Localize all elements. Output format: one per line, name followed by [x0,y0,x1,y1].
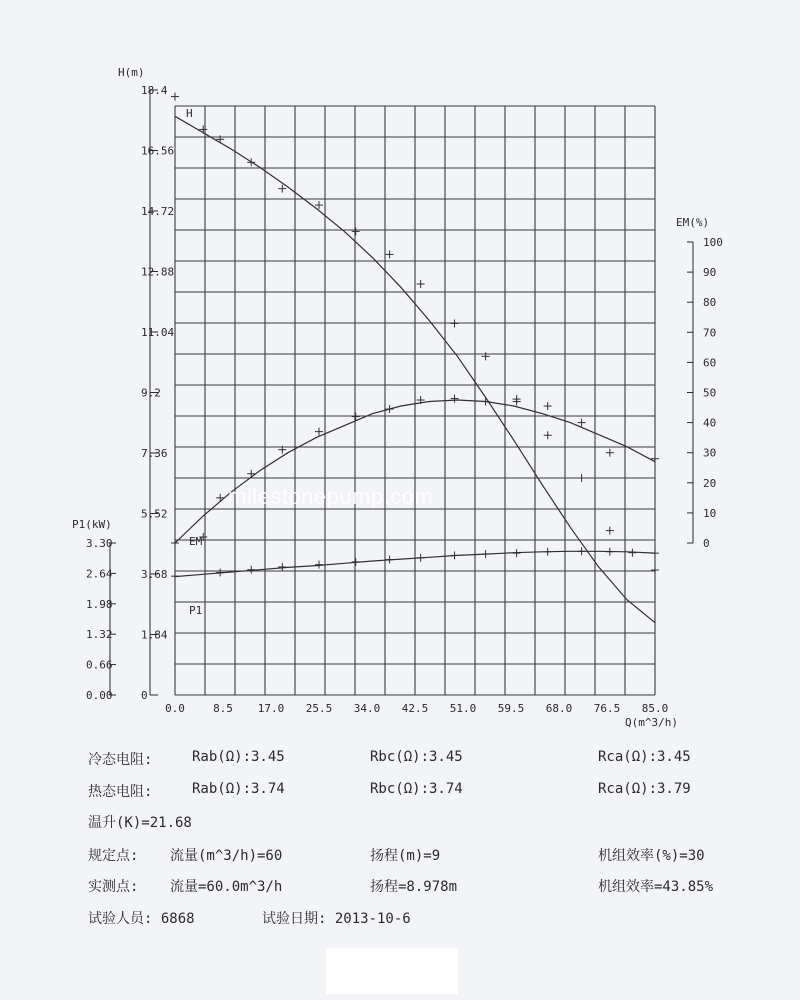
x-axis-tick-label: 76.5 [593,702,621,715]
series-em-point [482,398,490,406]
p1-axis-tick-label: 1.98 [86,597,113,611]
h-axis-tick-label: 3.68 [141,568,168,581]
hot-rca: Rca(Ω):3.79 [598,781,691,797]
rated-point-label: 规定点: [88,848,139,864]
cold-resistance-label: 冷态电阻: [88,752,153,768]
series-p1-point [315,561,323,569]
series-p1-point [417,554,425,562]
em-axis-tick-label: 90 [703,266,717,280]
series-p1-point [513,549,521,557]
series-h-point [352,227,360,235]
p1-axis-tick-label: 1.32 [86,628,113,642]
em-axis-tick-label: 10 [703,506,717,520]
series-h-point [606,527,614,535]
series-p1-point [482,550,490,558]
tester: 试验人员: 6868 [88,911,195,927]
series-h-point [451,319,459,327]
series-p1-label: P1 [189,604,203,617]
series-em-point [651,455,659,463]
measured-point-label: 实测点: [88,879,139,895]
series-h-point [651,566,659,574]
em-axis-tick-label: 40 [703,416,717,430]
series-p1-point [386,556,394,564]
x-axis-tick-label: 25.5 [305,702,333,715]
h-axis-tick-label: 9.2 [141,386,161,400]
p1-axis-label: P1(kW) [72,518,112,531]
x-axis-tick-label: 59.5 [497,702,525,715]
measured-efficiency: 机组效率=43.85% [598,879,714,895]
x-axis-tick-label: 51.0 [449,702,477,715]
rated-head: 扬程(m)=9 [370,848,441,864]
series-h-point [578,474,586,482]
x-axis-tick-label: 17.0 [257,702,285,715]
series-p1-point [578,547,586,555]
hot-resistance-label: 热态电阻: [88,784,153,800]
em-axis-tick-label: 100 [703,236,723,249]
series-p1-point [171,572,179,580]
cold-rca: Rca(Ω):3.45 [598,749,691,765]
hot-rab: Rab(Ω):3.74 [192,781,285,797]
measured-head: 扬程=8.978m [370,879,458,895]
hot-rbc: Rbc(Ω):3.74 [370,781,463,797]
series-p1-point [216,568,224,576]
series-em-point [544,402,552,410]
series-em-point [386,405,394,413]
series-em-point [578,419,586,427]
h-axis-tick-label: 12.88 [141,265,175,279]
series-p1-point [628,549,636,557]
series-h-point [386,250,394,258]
series-em-point [216,494,224,502]
series-em-point [606,449,614,457]
p1-axis-tick-label: 0.00 [86,689,113,702]
measured-flow: 流量=60.0m^3/h [170,879,283,895]
p1-axis-tick-label: 2.64 [86,567,113,581]
series-h-label: H [186,107,193,120]
rated-flow: 流量(m^3/h)=60 [170,848,283,864]
chart-grid [175,106,655,695]
h-axis-tick-label: 16.56 [141,144,175,158]
series-p1-point [352,558,360,566]
x-axis-tick-label: 0.0 [165,702,185,715]
x-axis-tick-label: 8.5 [213,702,233,715]
series-p1-point [247,566,255,574]
series-h-point [417,280,425,288]
h-axis-tick-label: 14.72 [141,205,175,218]
em-axis-tick-label: 20 [703,476,717,490]
p1-axis-tick-label: 0.66 [86,658,113,672]
em-axis-tick-label: 30 [703,446,717,460]
cold-rab: Rab(Ω):3.45 [192,749,285,765]
cold-rbc: Rbc(Ω):3.45 [370,749,463,765]
h-axis-tick-label: 7.36 [141,447,168,460]
test-date: 试验日期: 2013-10-6 [262,911,411,927]
x-axis-tick-label: 34.0 [353,702,381,715]
h-axis-label: H(m) [118,66,145,79]
watermark: milestonepump.com [228,484,434,509]
series-p1-point [451,551,459,559]
series-em-point [451,395,459,403]
white-patch [326,948,458,994]
rated-efficiency: 机组效率(%)=30 [598,848,705,864]
em-axis-label: EM(%) [676,216,710,229]
series-h-point [171,93,179,101]
x-axis-tick-label: 42.5 [401,702,429,715]
series-em-point [247,470,255,478]
series-h-point [199,125,207,133]
h-axis-tick-label: 5.52 [141,507,168,521]
em-axis-tick-label: 50 [703,386,717,400]
series-p1-point [606,548,614,556]
h-axis-tick-label: 18.4 [141,84,168,97]
series-em-point [315,428,323,436]
x-axis-tick-label: 68.0 [545,702,573,715]
em-axis-tick-label: 60 [703,356,717,370]
em-axis-tick-label: 0 [703,537,710,550]
series-p1-point [278,563,286,571]
h-axis-tick-label: 0 [141,689,148,702]
series-p1-point [544,548,552,556]
series-em-label: EM [189,535,203,548]
h-axis-tick-label: 11.04 [141,326,175,339]
series-h-point [544,431,552,439]
series-p1-point [651,549,659,557]
em-axis-tick-label: 70 [703,326,717,340]
x-axis-tick-label: 85.0 [641,702,669,715]
em-axis-tick-label: 80 [703,296,717,310]
temperature-rise: 温升(K)=21.68 [88,815,192,831]
series-h-point [278,185,286,193]
p1-axis-tick-label: 3.30 [86,537,113,550]
x-axis-label: Q(m^3/h) [625,716,678,729]
h-axis-tick-label: 1.84 [141,628,168,642]
